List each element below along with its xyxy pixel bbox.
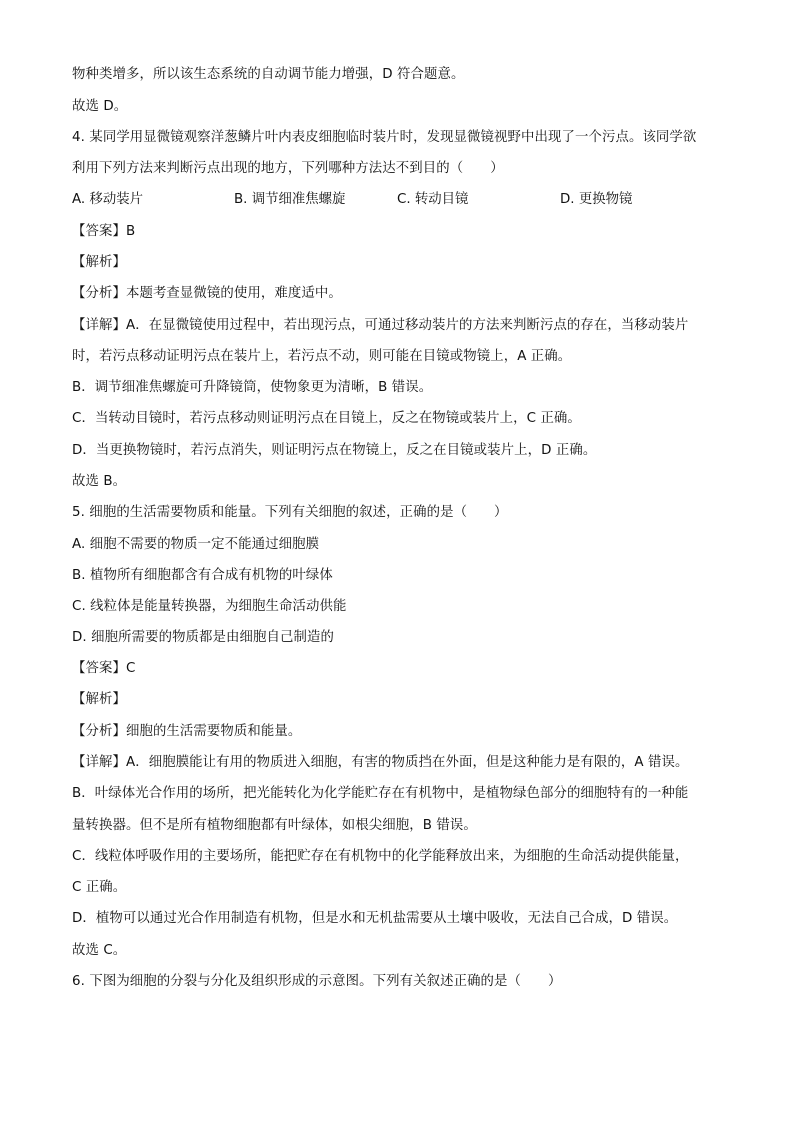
- question-6-stem: 6. 下图为细胞的分裂与分化及组织形成的示意图。下列有关叙述正确的是（ ）: [72, 974, 562, 989]
- answer-label: 【答案】C: [72, 661, 136, 676]
- option-b: B. 调节细准焦螺旋: [234, 192, 346, 207]
- analysis-summary: 【分析】细胞的生活需要物质和能量。: [72, 724, 302, 739]
- question-5-stem: 5. 细胞的生活需要物质和能量。下列有关细胞的叙述，正确的是（ ）: [72, 505, 508, 520]
- detail-text: C 正确。: [72, 880, 127, 895]
- conclusion-text: 故选 B。: [72, 474, 127, 489]
- analysis-label: 【解析】: [72, 692, 126, 707]
- option-d: D. 细胞所需要的物质都是由细胞自己制造的: [72, 630, 334, 645]
- answer-label: 【答案】B: [72, 224, 136, 239]
- detail-text: B．调节细准焦螺旋可升降镜筒，使物象更为清晰，B 错误。: [72, 380, 433, 395]
- option-a: A. 移动装片: [72, 192, 143, 207]
- detail-text: 【详解】A．细胞膜能让有用的物质进入细胞，有害的物质挡在外面，但是这种能力是有限的，A 错误。: [72, 755, 689, 770]
- detail-text: B．叶绿体光合作用的场所，把光能转化为化学能贮存在有机物中，是植物绿色部分的细胞特有的一种能: [72, 786, 689, 801]
- option-c: C. 转动目镜: [397, 192, 469, 207]
- analysis-summary: 【分析】本题考查显微镜的使用，难度适中。: [72, 286, 342, 301]
- option-a: A. 细胞不需要的物质一定不能通过细胞膜: [72, 537, 320, 552]
- conclusion-text: 故选 C。: [72, 943, 127, 958]
- detail-text: 量转换器。但不是所有植物细胞都有叶绿体，如根尖细胞，B 错误。: [72, 818, 477, 833]
- question-4-stem: 4. 某同学用显微镜观察洋葱鳞片叶内表皮细胞临时装片时，发现显微镜视野中出现了一个污点。该同学欲: [72, 130, 697, 145]
- detail-text: D．植物可以通过光合作用制造有机物，但是水和无机盐需要从土壤中吸收，无法自己合成，D 错误。: [72, 911, 678, 926]
- question-4-stem-cont: 利用下列方法来判断污点出现的地方，下列哪种方法达不到目的（ ）: [72, 161, 504, 176]
- question-4-options: [72, 190, 724, 210]
- text-line: 物种类增多，所以该生态系统的自动调节能力增强，D 符合题意。: [72, 67, 465, 82]
- option-c: C. 线粒体是能量转换器，为细胞生命活动供能: [72, 599, 347, 614]
- option-d: D. 更换物镜: [560, 192, 633, 207]
- detail-text: D．当更换物镜时，若污点消失，则证明污点在物镜上，反之在目镜或装片上，D 正确。: [72, 443, 597, 458]
- detail-text: 【详解】A．在显微镜使用过程中，若出现污点，可通过移动装片的方法来判断污点的存在，当移动装片: [72, 318, 689, 333]
- detail-text: 时，若污点移动证明污点在装片上，若污点不动，则可能在目镜或物镜上，A 正确。: [72, 349, 572, 364]
- analysis-label: 【解析】: [72, 255, 126, 270]
- detail-text: C．当转动目镜时，若污点移动则证明污点在目镜上，反之在物镜或装片上，C 正确。: [72, 411, 581, 426]
- text-line: 故选 D。: [72, 99, 128, 114]
- option-b: B. 植物所有细胞都含有合成有机物的叶绿体: [72, 568, 333, 583]
- detail-text: C．线粒体呼吸作用的主要场所，能把贮存在有机物中的化学能释放出来，为细胞的生命活动提供能量，: [72, 849, 689, 864]
